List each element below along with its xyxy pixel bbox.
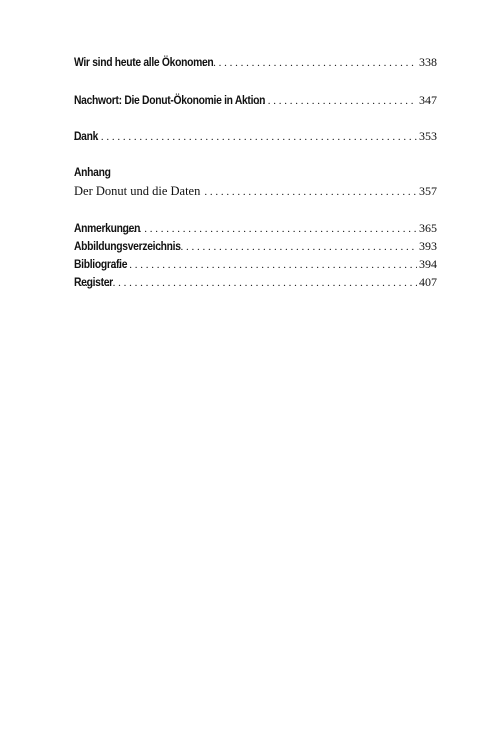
toc-entry-page: 393 <box>419 239 437 253</box>
toc-leader-dots <box>92 257 417 272</box>
toc-leader-dots <box>107 221 417 236</box>
toc-entry-page: 347 <box>419 93 437 107</box>
toc-entry-page: 357 <box>419 184 437 198</box>
toc-entry-page: 338 <box>419 55 437 69</box>
toc-entry-title: Nachwort: Die Donut-Ökonomie in Aktion <box>74 93 266 107</box>
toc-leader-dots <box>193 55 417 70</box>
section-heading-appendix: Anhang <box>74 165 111 179</box>
toc-entry-page: 394 <box>419 257 437 271</box>
toc-leader-dots <box>74 129 417 144</box>
toc-entry[interactable] <box>74 183 437 199</box>
toc-entry[interactable] <box>74 54 437 70</box>
toc-entry[interactable] <box>74 92 437 108</box>
toc-entry-page: 365 <box>419 221 437 235</box>
toc-entry-page: 353 <box>419 129 437 143</box>
toc-leader-dots <box>253 93 417 108</box>
toc-entry-title: Register <box>74 275 113 289</box>
toc-entry-title: Dank <box>74 129 99 143</box>
toc-entry[interactable] <box>74 128 437 144</box>
toc-entry[interactable] <box>74 274 437 290</box>
toc-entry-title: Abbildungsverzeichnis <box>74 239 181 253</box>
toc-leader-dots <box>200 184 417 199</box>
toc-entry[interactable] <box>74 220 437 236</box>
toc-entry-title: Bibliografie <box>74 257 128 271</box>
toc-leader-dots <box>76 275 417 290</box>
toc-entry[interactable] <box>74 238 437 254</box>
toc-entry-title: Wir sind heute alle Ökonomen <box>74 55 214 69</box>
toc-entry-page: 407 <box>419 275 437 289</box>
toc-entry-title: Der Donut und die Daten <box>74 184 201 198</box>
toc-entry-title: Anmerkungen <box>74 221 141 235</box>
toc-entry[interactable] <box>74 256 437 272</box>
toc-leader-dots <box>154 239 417 254</box>
